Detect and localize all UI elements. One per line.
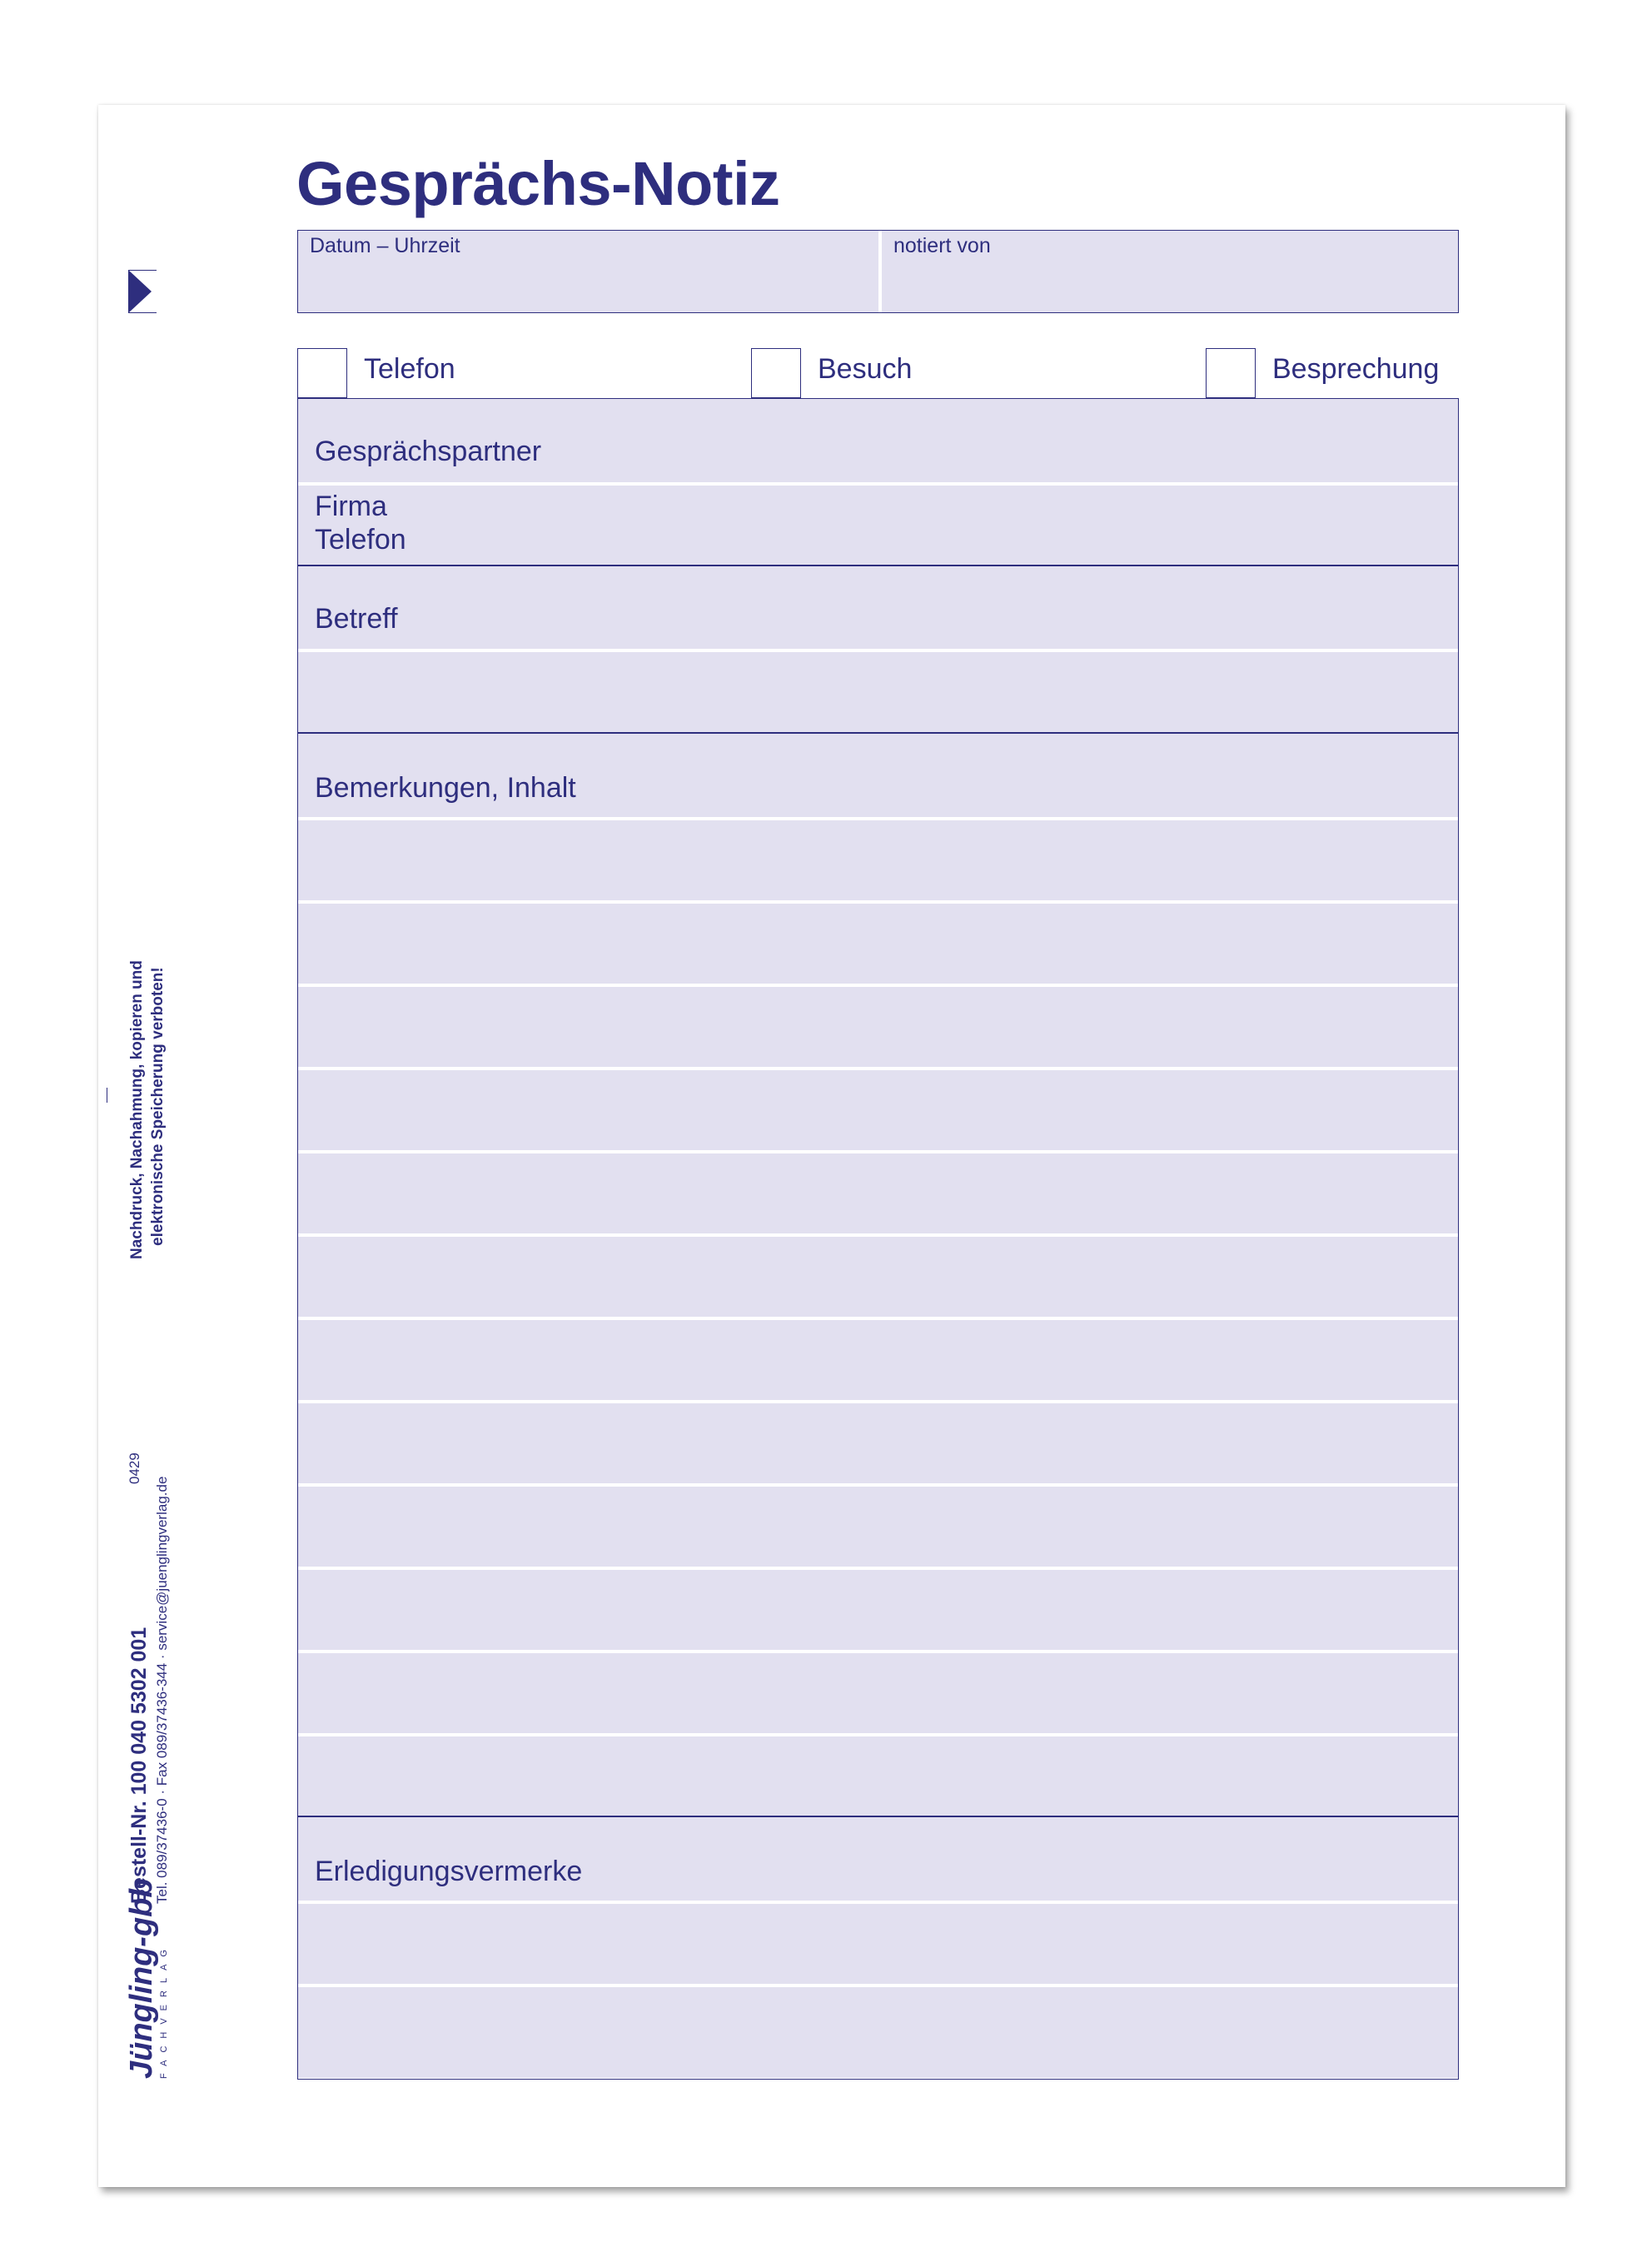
remarks-line[interactable] xyxy=(298,1653,1458,1733)
checkbox-visit[interactable] xyxy=(751,348,801,398)
remarks-label: Bemerkungen, Inhalt xyxy=(315,772,576,804)
publisher-logo: Jüngling-gbb xyxy=(124,1878,159,2079)
copyright-line-1: Nachdruck, Nachahmung, kopieren und xyxy=(128,960,146,1259)
publisher-contact: Tel. 089/37436-0 · Fax 089/37436-344 · service@juenglingverlag.de xyxy=(154,1476,170,1904)
remarks-line[interactable] xyxy=(298,904,1458,984)
remarks-line[interactable] xyxy=(298,987,1458,1067)
form-title: Gesprächs-Notiz xyxy=(296,149,780,218)
remarks-field[interactable] xyxy=(298,734,1458,817)
company-phone-field[interactable] xyxy=(298,486,1458,566)
checkbox-meeting-label: Besprechung xyxy=(1272,353,1440,385)
company-label: Firma xyxy=(315,491,387,522)
partner-label: Gesprächspartner xyxy=(315,436,542,467)
copyright-notice xyxy=(127,960,168,1259)
form-code: 0429 xyxy=(127,1452,142,1484)
checkbox-visit-label: Besuch xyxy=(818,353,913,385)
copyright-line-2: elektronische Speicherung verboten! xyxy=(149,967,167,1246)
order-number: Bestell-Nr. 100 040 5302 001 xyxy=(127,1627,151,1904)
subject-line-2[interactable] xyxy=(298,652,1458,732)
remarks-line[interactable] xyxy=(298,820,1458,900)
remarks-line[interactable] xyxy=(298,1070,1458,1150)
partner-field[interactable] xyxy=(298,399,1458,482)
header-fields xyxy=(297,230,1459,313)
phone-label: Telefon xyxy=(315,524,406,556)
completion-line[interactable] xyxy=(298,1904,1458,1984)
checkbox-phone-label: Telefon xyxy=(364,353,455,385)
subject-field[interactable] xyxy=(298,566,1458,649)
form-body xyxy=(297,398,1459,2080)
datetime-field[interactable] xyxy=(298,231,882,312)
completion-line[interactable] xyxy=(298,1987,1458,2078)
remarks-line[interactable] xyxy=(298,1153,1458,1233)
datetime-label: Datum – Uhrzeit xyxy=(310,234,460,257)
remarks-line[interactable] xyxy=(298,1487,1458,1567)
remarks-line[interactable] xyxy=(298,1403,1458,1483)
remarks-line[interactable] xyxy=(298,1237,1458,1317)
completion-label: Erledigungsvermerke xyxy=(315,1856,583,1887)
noted-by-field[interactable] xyxy=(882,231,1458,312)
fold-marker-triangle-icon xyxy=(128,270,152,313)
remarks-line[interactable] xyxy=(298,1320,1458,1400)
remarks-line[interactable] xyxy=(298,1570,1458,1650)
noted-by-label: notiert von xyxy=(893,234,991,257)
publisher-tagline: FACHVERLAG xyxy=(159,1942,169,2079)
checkbox-meeting[interactable] xyxy=(1206,348,1256,398)
remarks-line[interactable] xyxy=(298,1736,1458,1816)
completion-field[interactable] xyxy=(298,1817,1458,1901)
subject-label: Betreff xyxy=(315,603,398,635)
checkbox-phone[interactable] xyxy=(297,348,347,398)
